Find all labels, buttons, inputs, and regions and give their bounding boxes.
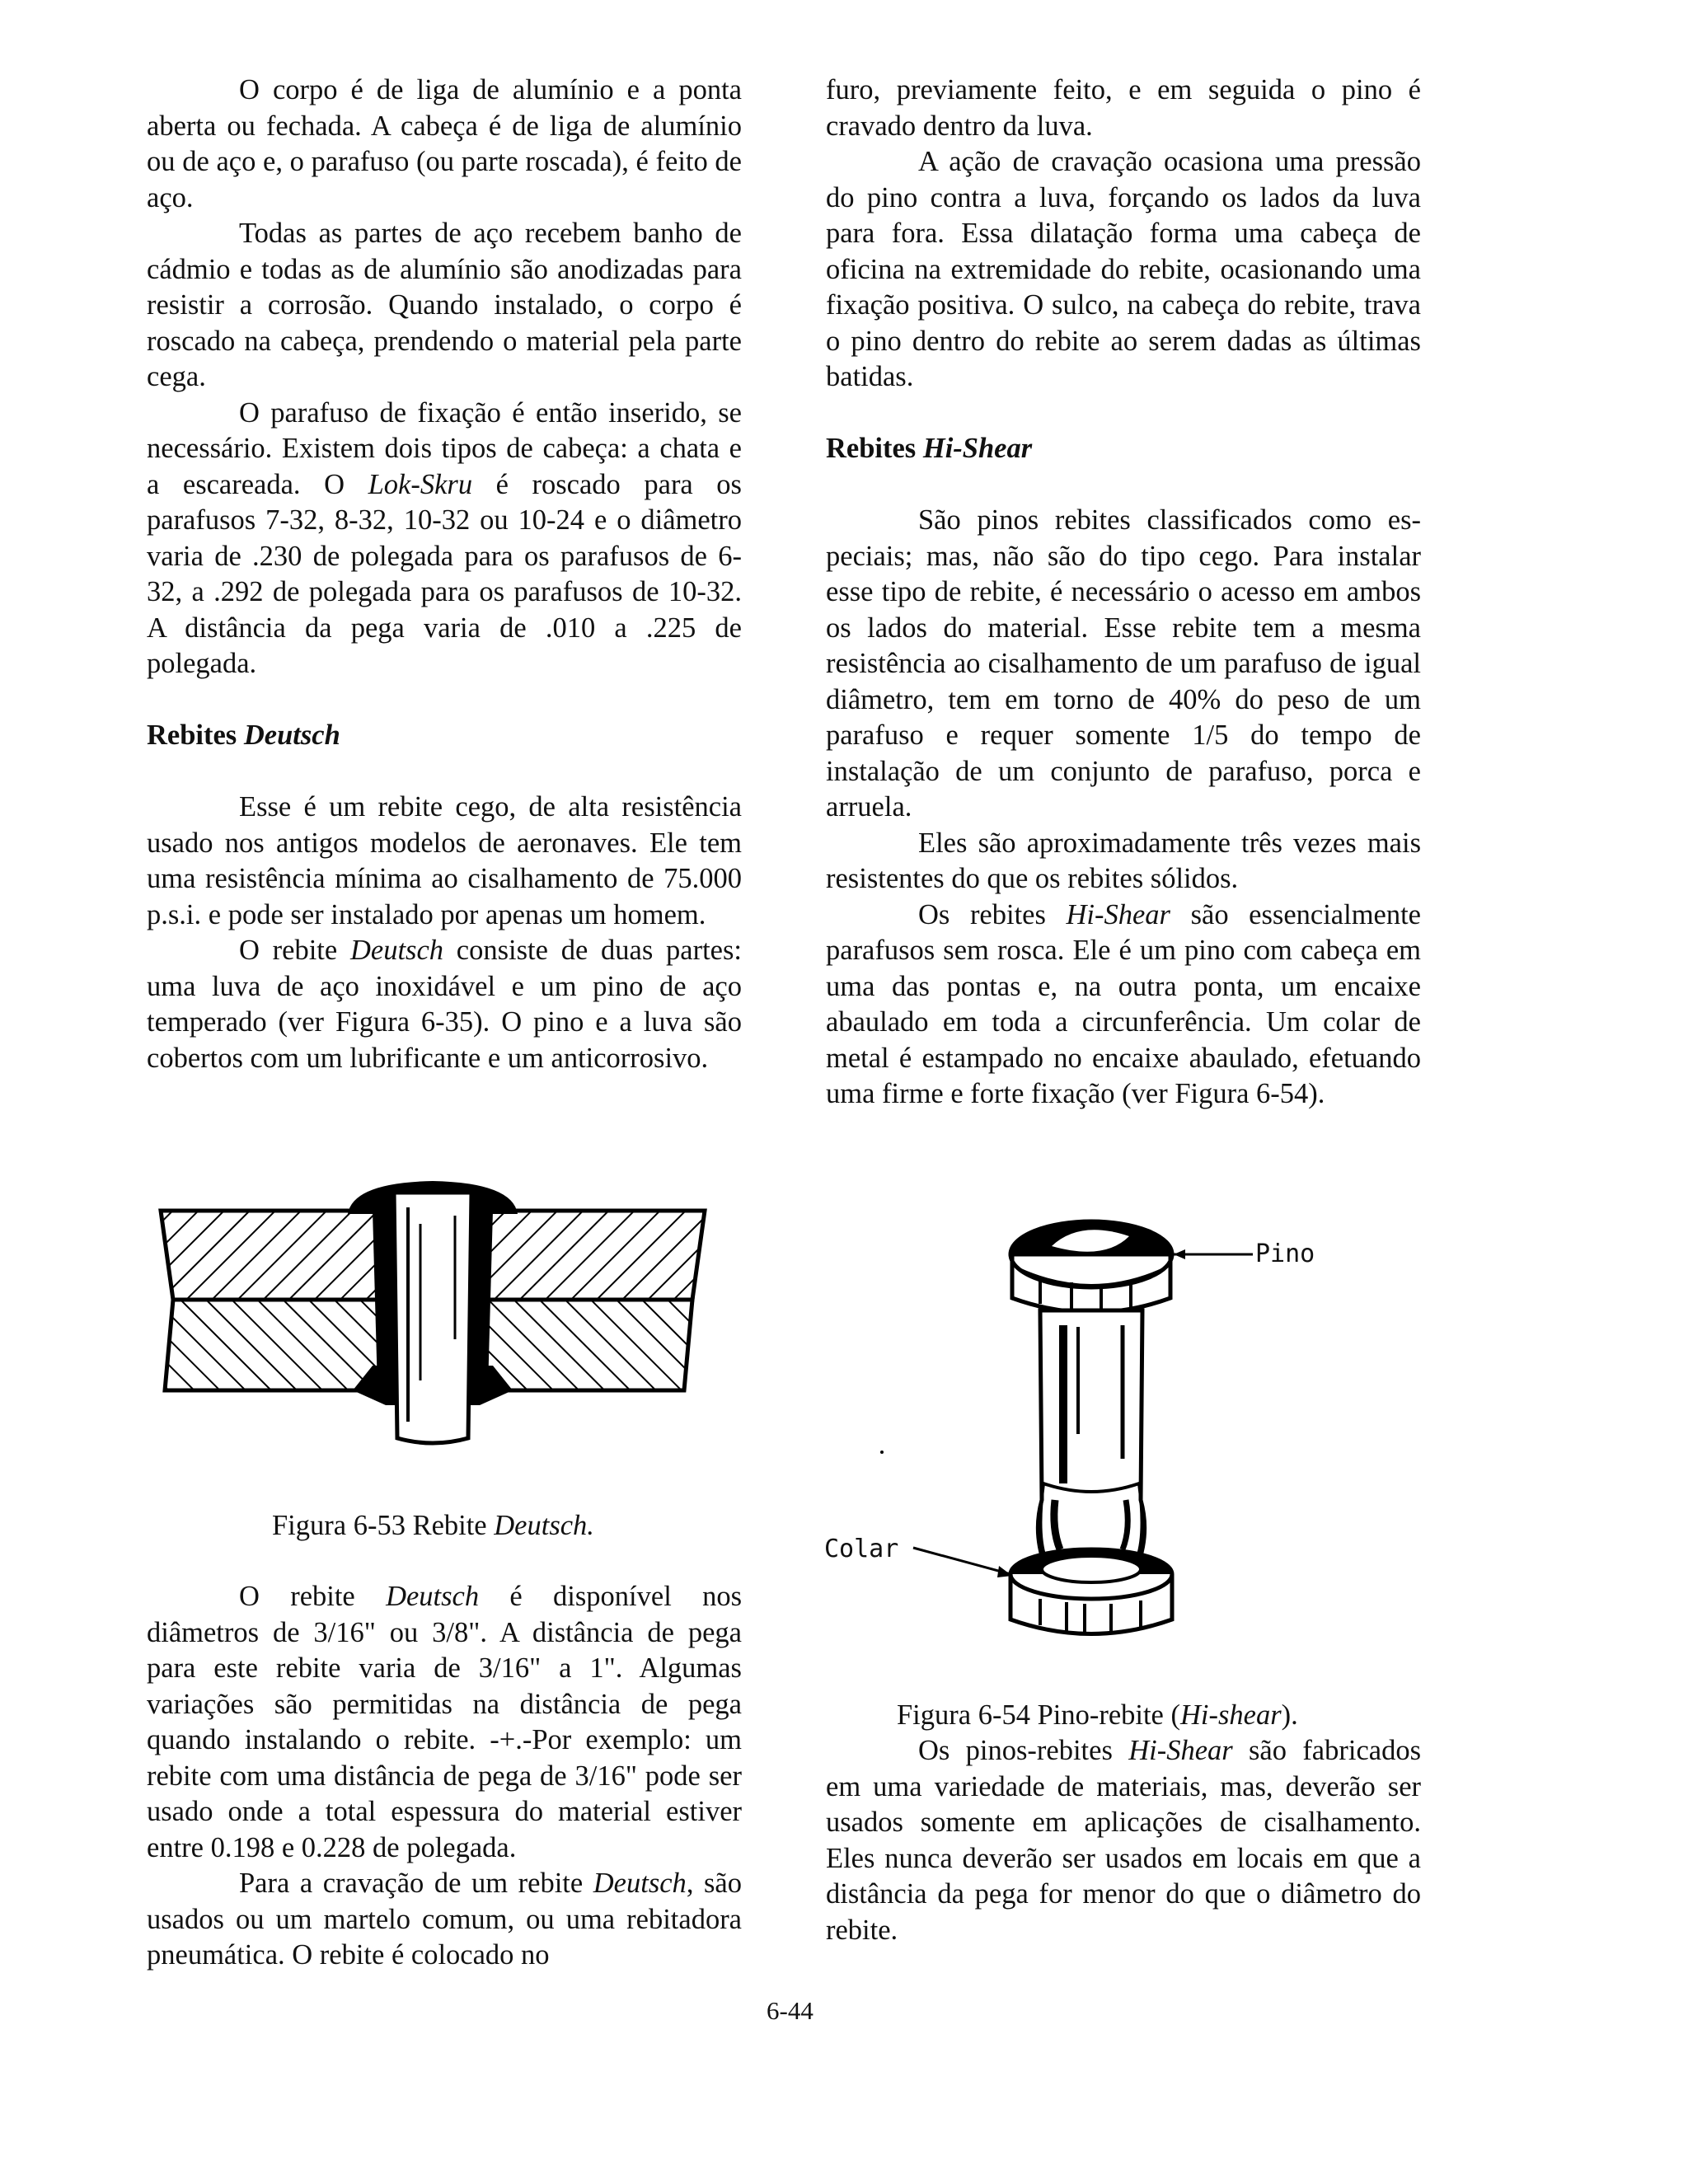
left-column xyxy=(147,73,742,1076)
paragraph: Eles são aproximadamente três vezes mais resistentes do que os rebites sólidos. xyxy=(826,827,1421,894)
figure-caption-6-54: Figura 6-54 Pino-rebite (Hi-shear). xyxy=(897,1699,1298,1731)
paragraph: Os rebites Hi-Shear são essencialmente parafusos sem rosca. Ele é um pino com cabeça em uma das pontas e, na outra ponta, um encaixe abaulado em toda a circunferência. Um colar de metal é estampado no encaixe abaulado, efetuando uma firme e forte fixação (ver Figura 6-54). xyxy=(826,898,1421,1109)
paragraph: furo, previamente feito, e em seguida o pino é cravado dentro da luva. xyxy=(826,74,1421,142)
section-heading-hi-shear: Rebites Hi-Shear xyxy=(826,433,1033,464)
paragraph: Os pinos-rebites Hi-Shear são fabricados em uma variedade de materiais, mas, deverão ser usados somente em aplicações de cisalhamento. Eles nunca deverão ser usados em locais em que a distância da pega for menor do que o diâmetro do rebite. xyxy=(826,1735,1421,1946)
paragraph: São pinos rebites classificados como especiais; mas, não são do tipo cego. Para instalar esse tipo de rebite, é necessário o acesso em ambos os lados do material. Esse rebite tem a mesma resistência ao cisalhamento de um parafuso de igual diâmetro, tem em torno de 40% do peso de um parafuso e requer somente 1/5 do tempo de instalação de um conjunto de parafuso, porca e arruela. xyxy=(826,504,1421,823)
deutsch-rivet-figure xyxy=(157,1174,717,1455)
paragraph: A ação de cravação ocasiona uma pressão do pino contra a luva, forçando os lados da luva para fora. Essa dilatação forma uma cabeça de oficina na extremidade do rebite, ocasionando uma fixação positiva. O sulco, na cabeça do rebite, trava o pino dentro do rebite ao serem dadas as últimas batidas. xyxy=(826,146,1421,392)
paragraph: Para a cravação de um rebite Deutsch, são usados ou um martelo comum, ou uma rebitadora pneumática. O rebite é colocado no xyxy=(147,1868,742,1971)
right-column xyxy=(826,73,1421,1113)
paragraph: O rebite Deutsch é disponível nos diâmetros de 3/16" ou 3/8". A distância de pega para este rebite varia de 3/16" a 1". Algumas variações são permitidas na distância de pega quando instalando o rebite. -+.-Por exemplo: um rebite com uma distância de pega de 3/16" pode ser usado onde a total espessura do material estiver entre 0.198 e 0.228 de polegada. xyxy=(147,1581,743,1863)
figure-caption-6-53: Figura 6-53 Rebite Deutsch. xyxy=(272,1510,594,1541)
paragraph: O rebite Deutsch consiste de duas partes: uma luva de aço inoxidável e um pino de aço temperado (ver Figura 6-35). O pino e a luva são cobertos com um lubrificante e um anticorrosivo. xyxy=(147,935,742,1074)
right-column-lower xyxy=(826,1733,1421,1948)
paragraph: Todas as partes de aço recebem banho de cádmio e todas as de alumínio são anodizadas para resistir a corrosão. Quando instalado, o corpo é roscado na cabeça, prendendo o material pela parte cega. xyxy=(147,218,742,392)
paragraph: O parafuso de fixação é então inserido, se necessário. Existem dois tipos de cabeça: a chata e a escareada. O Lok-Skru é roscado para os parafusos 7-32, 8-32, 10-32 ou 10-24 e o diâmetro varia de .230 de polegada para os parafusos de 6-32, a .292 de polegada para os parafusos de 10-32. A distância da pega varia de .010 a .225 de polegada. xyxy=(147,396,742,679)
section-heading-deutsch: Rebites Deutsch xyxy=(147,719,340,751)
left-column-lower xyxy=(147,1579,742,1974)
paragraph: Esse é um rebite cego, de alta resistência usado nos antigos modelos de aeronaves. Ele tem uma resistência mínima ao cisalhamento de 75.000 p.s.i. e pode ser instalado por apenas um homem. xyxy=(147,791,742,930)
page-number: 6-44 xyxy=(767,1996,814,2025)
label-pino: Pino xyxy=(1255,1240,1315,1268)
label-colar: Colar xyxy=(824,1535,899,1563)
paragraph: O corpo é de liga de alumínio e a ponta aberta ou fechada. A cabeça é de liga de alumínio ou de aço e, o parafuso (ou parte roscada), é feito de aço. xyxy=(147,74,742,213)
